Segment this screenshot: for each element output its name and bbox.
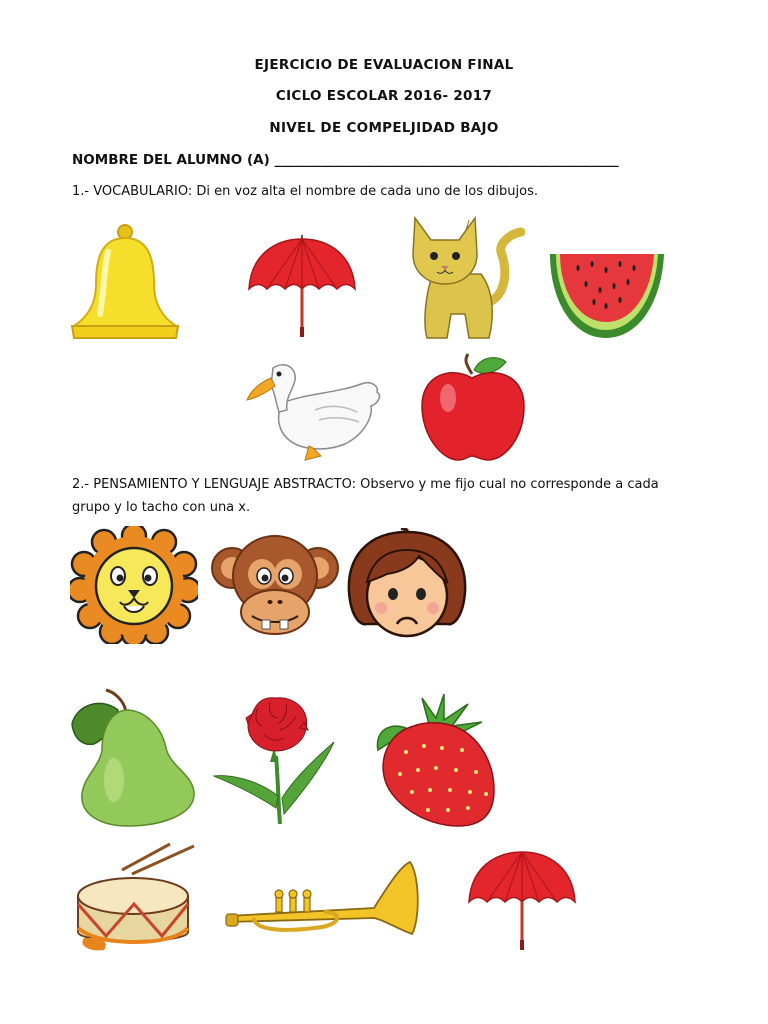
umbrella-icon — [465, 846, 580, 956]
drum-icon — [70, 842, 198, 954]
trumpet-icon — [224, 856, 420, 938]
school-cycle: CICLO ESCOLAR 2016- 2017 — [275, 88, 493, 104]
question-1: 1.- VOCABULARIO: Di en voz alta el nombre de cada uno de los dibujos. — [72, 184, 538, 199]
watermelon-icon — [548, 250, 666, 342]
pear-icon — [70, 688, 198, 828]
umbrella-icon — [245, 233, 360, 343]
question-2-line-1: 2.- PENSAMIENTO Y LENGUAJE ABSTRACTO: Observo y me fijo cual no corresponde a cada — [72, 477, 659, 492]
cat-icon — [405, 214, 525, 342]
student-name-blank[interactable]: ___________________________________________________ — [274, 152, 619, 168]
girl-face-icon — [343, 528, 471, 640]
strawberry-icon — [370, 690, 498, 830]
student-name-label: NOMBRE DEL ALUMNO (A) — [72, 152, 275, 168]
worksheet-title: EJERCICIO DE EVALUACION FINAL — [254, 57, 514, 73]
question-2-line-2: grupo y lo tacho con una x. — [72, 500, 251, 515]
apple-icon — [418, 352, 528, 464]
complexity-level: NIVEL DE COMPELJIDAD BAJO — [269, 120, 499, 136]
carnation-icon — [212, 688, 336, 828]
duck-icon — [245, 356, 385, 466]
monkey-icon — [210, 534, 340, 642]
lion-icon — [70, 526, 198, 644]
student-name-row — [72, 152, 619, 168]
bell-icon — [68, 222, 183, 342]
question-2 — [72, 473, 702, 519]
